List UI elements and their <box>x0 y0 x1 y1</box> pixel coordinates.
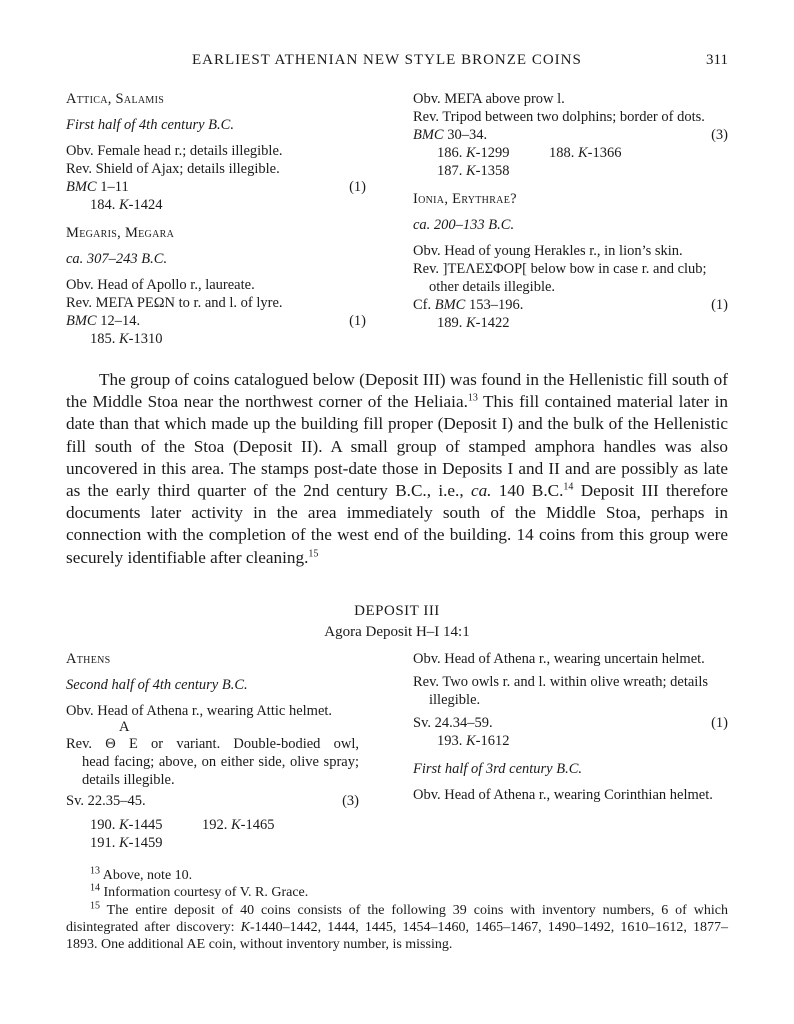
svoronos-reference: Sv. 22.35–45. (3) <box>66 793 359 809</box>
bmc-label: BMC <box>66 313 97 329</box>
footnote-15: $^{15}$ The entire deposit of 40 coins consists of the following 39 coins with inventory numbers, 6 of which disintegrated after discovery: K-1440–1442, 1444, 1445, 1454–1460, 1465–1467, 1490–1492, 1610–1612, 1877–1893. One additional AE coin, without inventory number, is missing. <box>66 899 728 953</box>
footnote-13: $^{13}$ Above, note 10. <box>90 865 193 883</box>
reverse-erythrae: Rev. ]ΤΕΛΕΣΦΟΡ[ below bow in case r. and club; other details illegible. <box>413 261 707 295</box>
reverse-legend-alpha: Α <box>119 719 130 735</box>
date-athens-4th: Second half of 4th century B.C. <box>66 677 248 693</box>
footnote-14: $^{14}$ Information courtesy of V. R. Grace. <box>90 882 309 901</box>
section-heading-salamis: Attica, Salamis <box>66 91 165 107</box>
obverse-salamis: Obv. Female head r.; details illegible. <box>66 143 283 159</box>
obverse-megara: Obv. Head of Apollo r., laureate. <box>66 277 255 293</box>
page-number: 311 <box>706 52 728 68</box>
footnotes <box>66 867 728 953</box>
footnote-ref-14[interactable]: 14 <box>563 481 574 493</box>
bmc-label: BMC <box>413 127 444 143</box>
coin-entry: 184. K-1424 <box>90 197 163 213</box>
deposit-title: DEPOSIT III <box>354 603 440 619</box>
reverse-salamis: Rev. Shield of Ajax; details illegible. <box>66 161 280 177</box>
bmc-label: BMC <box>66 179 97 195</box>
reverse-megara-2: Rev. Tripod between two dolphins; border of dots. <box>413 109 705 125</box>
coin-entry: 186. K-1299 <box>437 145 510 161</box>
reverse-athens-two-owls: Rev. Two owls r. and l. within olive wreath; details illegible. <box>413 674 708 708</box>
coin-entry: 188. K-1366 <box>549 145 622 161</box>
catalog-column-top-left <box>66 90 366 348</box>
coin-count: (1) <box>711 715 728 731</box>
obverse-athens-uncertain: Obv. Head of Athena r., wearing uncertain helmet. <box>413 651 705 667</box>
coin-entry: 189. K-1422 <box>437 315 510 331</box>
footnote-ref-13[interactable]: 13 <box>467 392 478 404</box>
coin-count: (1) <box>349 313 366 329</box>
bmc-reference-megara-2: BMC 30–34. (3) <box>413 127 728 143</box>
catalog-column-top-right <box>413 90 728 332</box>
deposit-subtitle: Agora Deposit H–I 14:1 <box>324 624 470 640</box>
coin-entry: 185. K-1310 <box>90 331 163 347</box>
coin-entry: 187. K-1358 <box>437 163 510 179</box>
bmc-label: BMC <box>434 297 466 313</box>
coin-entry: 191. K-1459 <box>90 835 163 851</box>
catalog-column-bottom-right <box>413 650 728 804</box>
coin-entry: 192. K-1465 <box>202 817 275 833</box>
coin-entry-row <box>66 816 359 834</box>
obverse-athens-attic: Obv. Head of Athena r., wearing Attic helmet. <box>66 703 333 719</box>
coin-count: (3) <box>711 127 728 143</box>
coin-entry-row <box>413 144 728 162</box>
catalog-column-bottom-left <box>66 650 359 852</box>
reverse-megara: Rev. ΜΕΓΑ ΡΕΩΝ to r. and l. of lyre. <box>66 295 283 311</box>
date-megara: ca. 307–243 B.C. <box>66 251 168 267</box>
section-heading-athens: Athens <box>66 651 111 667</box>
obverse-erythrae: Obv. Head of young Herakles r., in lion’s skin. <box>413 243 683 259</box>
date-athens-3rd: First half of 3rd century B.C. <box>413 761 583 777</box>
section-heading-erythrae: Ionia, Erythrae? <box>413 191 517 207</box>
coin-count: (1) <box>711 297 728 313</box>
svoronos-reference: Sv. 24.34–59. (1) <box>413 715 728 731</box>
coin-entry: 190. K-1445 <box>90 817 163 833</box>
date-salamis: First half of 4th century B.C. <box>66 117 234 133</box>
reverse-athens-owl: Rev. Θ Ε or variant. Double-bodied owl, head facing; above, on either side, olive spray; details illegible. <box>66 736 359 788</box>
coin-count: (1) <box>349 179 366 195</box>
footnote-ref-15[interactable]: 15 <box>308 547 319 559</box>
bmc-reference-megara: BMC 12–14. (1) <box>66 313 366 329</box>
section-heading-megara: Megaris, Megara <box>66 225 175 241</box>
running-title: EARLIEST ATHENIAN NEW STYLE BRONZE COINS <box>192 52 582 68</box>
obverse-megara-2: Obv. ΜΕΓΑ above prow l. <box>413 91 565 107</box>
bmc-reference-salamis: BMC 1–11 (1) <box>66 179 366 195</box>
coin-entry: 193. K-1612 <box>437 733 510 749</box>
date-erythrae: ca. 200–133 B.C. <box>413 217 515 233</box>
bmc-reference-erythrae: Cf. BMC 153–196. (1) <box>413 297 728 313</box>
body-paragraph: The group of coins catalogued below (Deposit III) was found in the Hellenistic fill south of the Middle Stoa near the northwest corner of the Heliaia.$^{13}$ This fill contained material later in date than that which made up the building fill proper (Deposit I) and the bulk of the Hellenistic fill south of the Stoa (Deposit II). A small group of stamped amphora handles was also uncovered in this area. The stamps post-date those in Deposits I and II and are possibly as late as the early third quarter of the 2nd century B.C., i.e., ca. 140 B.C.$^{14}$ Deposit III therefore documents later activity in the area immediately south of the Middle Stoa, perhaps in connection with the completion of the west end of the building. 14 coins from this group were securely identifiable after cleaning.$^{15}$ <box>66 370 729 567</box>
obverse-athens-corinthian: Obv. Head of Athena r., wearing Corinthian helmet. <box>413 787 713 803</box>
coin-count: (3) <box>342 793 359 809</box>
